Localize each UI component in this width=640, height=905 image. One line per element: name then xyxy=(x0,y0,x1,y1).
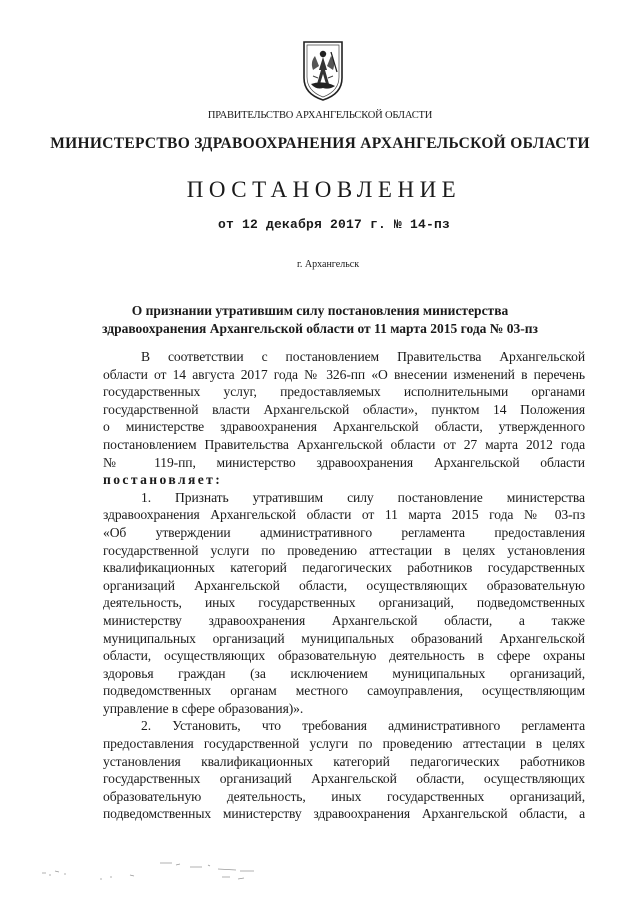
body-line: организаций Архангельской области, осуществляющих образовательную xyxy=(103,577,585,593)
document-type: ПОСТАНОВЛЕНИЕ xyxy=(186,177,462,202)
body-line: здравоохранения Архангельской области от 11 марта 2015 года № 03-пз xyxy=(103,507,585,523)
government-name: ПРАВИТЕЛЬСТВО АРХАНГЕЛЬСКОЙ ОБЛАСТИ xyxy=(207,110,433,121)
body-line: государственной власти Архангельской области», пунктом 14 Положения xyxy=(103,401,585,417)
body-line: области от 14 августа 2017 года № 326-пп «О внесении изменений в перечень xyxy=(103,366,585,382)
body-line: 1. Признать утратившим силу постановление министерства xyxy=(141,489,585,505)
body-line: подведомственных министерству здравоохранения Архангельской области, а xyxy=(103,806,585,822)
scan-noise-marks xyxy=(40,855,290,885)
coat-of-arms-icon xyxy=(301,40,345,102)
body-line: государственной услуги по проведению аттестации в целях установления xyxy=(103,542,585,558)
body-line-decree: постановляет: xyxy=(103,472,223,488)
body-line: муниципальных организаций муниципальных образований Архангельской xyxy=(103,630,585,646)
body-line: 2. Установить, что требования административного регламента xyxy=(141,718,585,734)
body-line: «Об утверждении административного регламента предоставления xyxy=(103,524,585,540)
document-number: от 12 декабря 2017 г. № 14-пз xyxy=(217,217,451,232)
body-line: подведомственных органам местного самоуправления, осуществляющим xyxy=(103,683,585,699)
body-line: управление в сфере образования)». xyxy=(103,700,304,716)
body-line: квалификационных категорий педагогических работников государственных xyxy=(103,560,585,576)
body-line: области, осуществляющих образовательную деятельность в сфере охраны xyxy=(103,648,585,664)
body-line: образовательную деятельность, иных государственных организаций, xyxy=(103,788,585,804)
body-line: о министерстве здравоохранения Архангельской области, утвержденного xyxy=(103,419,585,435)
document-body xyxy=(103,348,585,823)
body-line: В соответствии с постановлением Правительства Архангельской xyxy=(141,349,585,364)
subject-line: здравоохранения Архангельской области от 11 марта 2015 года № 03-пз xyxy=(102,321,538,336)
document-subject xyxy=(0,302,640,338)
body-line: государственных организаций Архангельской области, осуществляющих xyxy=(103,771,585,787)
ministry-name: МИНИСТЕРСТВО ЗДРАВООХРАНЕНИЯ АРХАНГЕЛЬСКОЙ ОБЛАСТИ xyxy=(50,135,590,152)
body-line: установления квалификационных категорий педагогических работников xyxy=(103,753,585,769)
body-line: предоставления государственной услуги по проведению аттестации в целях xyxy=(103,736,585,752)
body-line: здоровья граждан (за исключением муниципальных организаций, xyxy=(103,665,585,681)
body-line: деятельность, иных государственных организаций, подведомственных xyxy=(103,595,585,611)
city-name: г. Архангельск xyxy=(296,259,360,270)
body-line: постановлением Правительства Архангельской области от 27 марта 2012 года xyxy=(103,436,585,452)
body-line: № 119-пп, министерство здравоохранения Архангельской области xyxy=(103,454,585,470)
body-line: министерству здравоохранения Архангельской области, а также xyxy=(103,612,585,628)
subject-line: О признании утратившим силу постановления министерства xyxy=(131,303,509,318)
body-line: государственных услуг, предоставляемых исполнительными органами xyxy=(103,384,585,400)
